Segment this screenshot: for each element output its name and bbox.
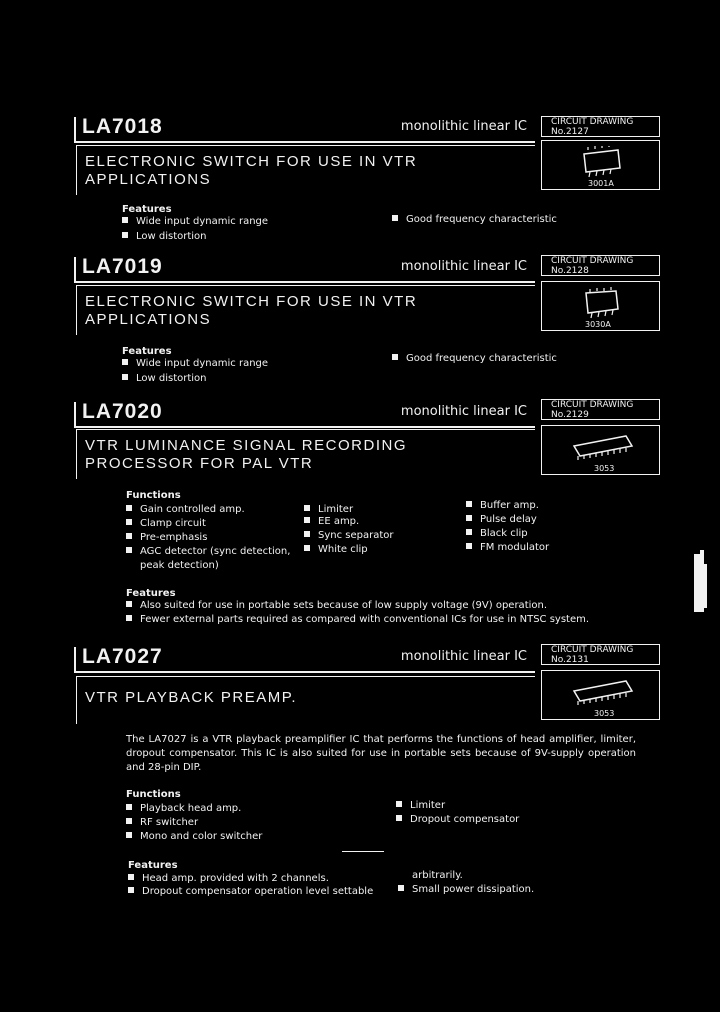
bullet-icon (128, 874, 134, 880)
bullet-icon (304, 517, 310, 523)
bullet-icon (304, 505, 310, 511)
function-item: Black clip (466, 528, 528, 540)
ic-type: monolithic linear IC (400, 649, 527, 664)
bullet-icon (466, 529, 472, 535)
title-box (76, 145, 535, 195)
dip8-package-icon (560, 287, 640, 319)
feature-item: Good frequency characteristic (392, 214, 557, 226)
bullet-icon (122, 374, 128, 380)
bullet-icon (466, 501, 472, 507)
bullet-icon (398, 885, 404, 891)
circuit-drawing-box (541, 116, 660, 137)
ic-package-box (541, 425, 660, 475)
circuit-drawing-label: CIRCUIT DRAWING (551, 400, 634, 410)
title-line-1: ELECTRONIC SWITCH FOR USE IN VTR (85, 153, 418, 170)
feature-item: Head amp. provided with 2 channels. (128, 873, 329, 885)
function-item: EE amp. (304, 516, 359, 528)
title-line-1: VTR PLAYBACK PREAMP. (85, 689, 298, 706)
drawing-number: No.2128 (551, 266, 589, 276)
feature-item: Good frequency characteristic (392, 353, 557, 365)
drawing-number: No.2127 (551, 127, 589, 137)
bullet-icon (126, 615, 132, 621)
function-item: White clip (304, 544, 368, 556)
package-code: 3053 (594, 709, 615, 718)
ic-package-box (541, 140, 660, 190)
title-line-2: PROCESSOR FOR PAL VTR (85, 455, 314, 472)
function-item: AGC detector (sync detection, (126, 546, 290, 558)
feature-item: Low distortion (122, 231, 207, 243)
function-item: Mono and color switcher (126, 831, 262, 843)
ic-package-box (541, 670, 660, 720)
functions-label: Functions (126, 789, 181, 800)
bullet-icon (126, 601, 132, 607)
drawing-number: No.2131 (551, 655, 589, 665)
package-code: 3001A (588, 179, 614, 188)
feature-item-continued: arbitrarily. (412, 870, 463, 881)
bullet-icon (126, 519, 132, 525)
bullet-icon (122, 232, 128, 238)
part-number: LA7018 (82, 115, 163, 138)
drawing-number: No.2129 (551, 410, 589, 420)
feature-item: Wide input dynamic range (122, 216, 268, 228)
dip-package-icon (564, 677, 644, 707)
bullet-icon (126, 832, 132, 838)
bullet-icon (392, 215, 398, 221)
bullet-icon (466, 543, 472, 549)
circuit-drawing-box (541, 399, 660, 420)
bullet-icon (126, 547, 132, 553)
part-number: LA7027 (82, 645, 163, 668)
feature-item: Wide input dynamic range (122, 358, 268, 370)
feature-item: Also suited for use in portable sets because of low supply voltage (9V) operation. (126, 600, 547, 612)
circuit-drawing-label: CIRCUIT DRAWING (551, 645, 634, 655)
bullet-icon (126, 818, 132, 824)
features-label: Features (128, 860, 178, 871)
function-item: Dropout compensator (396, 814, 519, 826)
part-header (76, 257, 535, 283)
bullet-icon (128, 887, 134, 893)
function-item: Pre-emphasis (126, 532, 207, 544)
circuit-drawing-box (541, 644, 660, 665)
ic-type: monolithic linear IC (400, 119, 527, 134)
features-label: Features (122, 204, 172, 215)
bullet-icon (396, 815, 402, 821)
part-number: LA7019 (82, 255, 163, 278)
ic-type: monolithic linear IC (400, 404, 527, 419)
feature-item: Dropout compensator operation level settable (128, 886, 373, 898)
dip8-package-icon (560, 146, 640, 178)
circuit-drawing-label: CIRCUIT DRAWING (551, 117, 634, 127)
part-header (76, 117, 535, 143)
separator-rule (342, 851, 384, 852)
title-line-2: APPLICATIONS (85, 311, 212, 328)
title-box (76, 676, 535, 724)
package-code: 3053 (594, 464, 615, 473)
part-number: LA7020 (82, 400, 163, 423)
title-box (76, 429, 535, 479)
title-box (76, 285, 535, 335)
feature-item: Low distortion (122, 373, 207, 385)
function-item: Limiter (396, 800, 445, 812)
bullet-icon (304, 545, 310, 551)
title-line-2: APPLICATIONS (85, 171, 212, 188)
function-item: Playback head amp. (126, 803, 241, 815)
function-item: RF switcher (126, 817, 198, 829)
function-item: Sync separator (304, 530, 394, 542)
part-header (76, 647, 535, 673)
feature-item: Fewer external parts required as compared with conventional ICs for use in NTSC system. (126, 614, 589, 626)
circuit-drawing-box (541, 255, 660, 276)
package-code: 3030A (585, 320, 611, 329)
feature-item: Small power dissipation. (398, 884, 534, 896)
bullet-icon (122, 359, 128, 365)
ic-package-box (541, 281, 660, 331)
circuit-drawing-label: CIRCUIT DRAWING (551, 256, 634, 266)
dip-package-icon (564, 432, 644, 462)
function-item: Limiter (304, 504, 353, 516)
function-item: Gain controlled amp. (126, 504, 245, 516)
bullet-icon (396, 801, 402, 807)
function-item-continued: peak detection) (140, 560, 219, 571)
title-line-1: ELECTRONIC SWITCH FOR USE IN VTR (85, 293, 418, 310)
function-item: Clamp circuit (126, 518, 206, 530)
bullet-icon (304, 531, 310, 537)
bullet-icon (122, 217, 128, 223)
bullet-icon (466, 515, 472, 521)
function-item: Pulse delay (466, 514, 537, 526)
description-paragraph: The LA7027 is a VTR playback preamplifier IC that performs the functions of head amplifier, limiter, dropout compensator. This IC is also suited for use in portable sets because of 9V-supply operation and 28-pin DIP. (126, 734, 636, 773)
bullet-icon (126, 804, 132, 810)
features-label: Features (122, 346, 172, 357)
bullet-icon (126, 533, 132, 539)
part-header (76, 402, 535, 428)
functions-label: Functions (126, 490, 181, 501)
function-item: FM modulator (466, 542, 549, 554)
bullet-icon (392, 354, 398, 360)
bullet-icon (126, 505, 132, 511)
title-line-1: VTR LUMINANCE SIGNAL RECORDING (85, 437, 407, 454)
function-item: Buffer amp. (466, 500, 539, 512)
features-label: Features (126, 588, 176, 599)
thumb-index-tab-icon (690, 548, 714, 612)
ic-type: monolithic linear IC (400, 259, 527, 274)
